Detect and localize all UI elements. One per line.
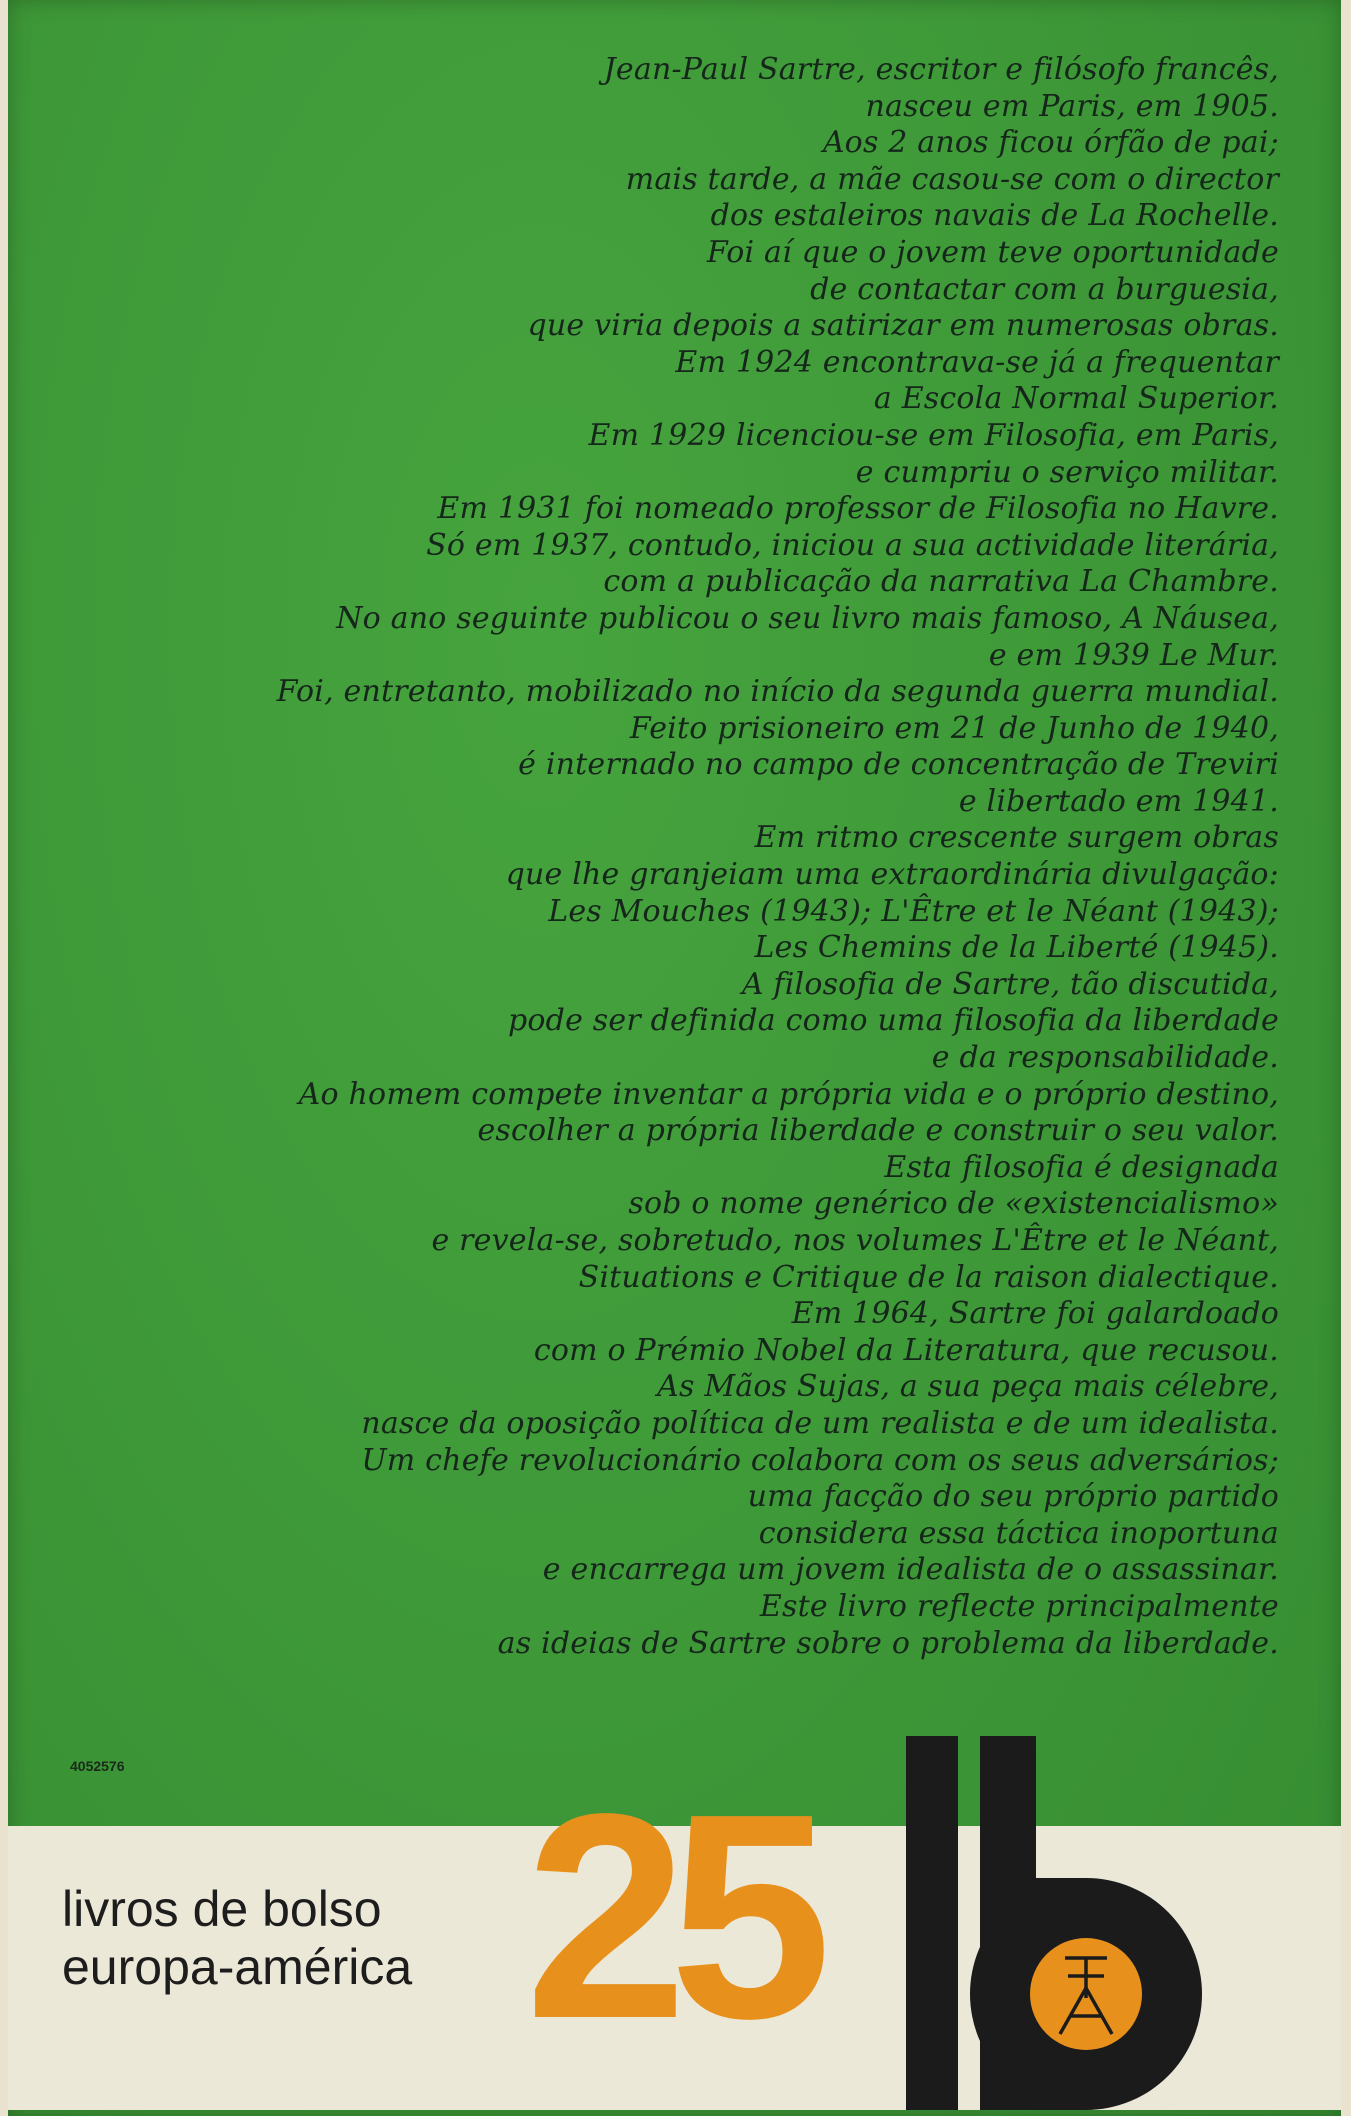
biography-line: e libertado em 1941. xyxy=(958,783,1279,819)
biography-line: e revela-se, sobretudo, nos volumes L'Être et le Néant, xyxy=(431,1223,1279,1258)
biography-line: Em 1929 licenciou-se em Filosofia, em Paris, xyxy=(588,417,1279,453)
biography-line: as ideias de Sartre sobre o problema da liberdade. xyxy=(497,1625,1279,1661)
biography-line: Em 1931 foi nomeado professor de Filosofia no Havre. xyxy=(437,491,1279,527)
biography-line: Situations e Critique de la raison dialectique. xyxy=(578,1259,1279,1295)
biography-line: e em 1939 Le Mur. xyxy=(988,637,1279,673)
biography-line: de contactar com a burguesia, xyxy=(810,271,1279,307)
publisher-name-line-1: livros de bolso xyxy=(62,1881,382,1937)
biography-line: nasce da oposição política de um realista e de um idealista. xyxy=(361,1405,1279,1441)
biography-line: escolher a própria liberdade e construir o seu valor. xyxy=(477,1113,1279,1149)
biography-line: Só em 1937, contudo, iniciou a sua actividade literária, xyxy=(426,527,1279,563)
biography-line: As Mãos Sujas, a sua peça mais célebre, xyxy=(657,1369,1279,1405)
biography-line: que lhe granjeiam uma extraordinária divulgação: xyxy=(505,857,1279,893)
biography-line: é internado no campo de concentração de Treviri xyxy=(518,747,1279,783)
biography-line: Em ritmo crescente surgem obras xyxy=(754,820,1279,856)
biography-line: Um chefe revolucionário colabora com os seus adversários; xyxy=(361,1442,1279,1478)
biography-line: Feito prisioneiro em 21 de Junho de 1940, xyxy=(629,710,1279,746)
biography-line: pode ser definida como uma filosofia da liberdade xyxy=(508,1003,1279,1039)
biography-line: Em 1924 encontrava-se já a frequentar xyxy=(675,344,1279,380)
biography-line: Jean-Paul Sartre, escritor e filósofo francês, xyxy=(603,52,1279,87)
biography-line: Este livro reflecte principalmente xyxy=(759,1588,1279,1624)
biography-line: A filosofia de Sartre, tão discutida, xyxy=(741,966,1279,1002)
biography-line: Aos 2 anos ficou órfão de pai; xyxy=(822,125,1279,161)
biography-line: mais tarde, a mãe casou-se com o director xyxy=(625,161,1279,197)
biography-line: Foi aí que o jovem teve oportunidade xyxy=(706,234,1279,270)
biography-line: considera essa táctica inoportuna xyxy=(758,1515,1279,1551)
biography-line: com a publicação da narrativa La Chambre. xyxy=(603,564,1279,600)
biography-line: Les Chemins de la Liberté (1945). xyxy=(754,930,1279,966)
publisher-name-line-2: europa-américa xyxy=(62,1939,413,1995)
biography-line: dos estaleiros navais de La Rochelle. xyxy=(710,198,1279,234)
author-biography-text xyxy=(99,52,1279,1662)
biography-line: Esta filosofia é designada xyxy=(884,1149,1279,1185)
biography-line: No ano seguinte publicou o seu livro mais famoso, A Náusea, xyxy=(336,600,1279,636)
biography-line: e da responsabilidade. xyxy=(931,1040,1279,1076)
biography-line: Ao homem compete inventar a própria vida e o próprio destino, xyxy=(298,1076,1279,1112)
series-number: 25 xyxy=(525,1753,814,2079)
publisher-name xyxy=(62,1880,412,1996)
biography-line: nasceu em Paris, em 1905. xyxy=(865,88,1279,124)
biography-line: com o Prémio Nobel da Literatura, que recusou. xyxy=(533,1332,1279,1368)
biography-line: sob o nome genérico de «existencialismo» xyxy=(628,1186,1279,1222)
biography-line: que viria depois a satirizar em numerosas obras. xyxy=(527,308,1279,344)
biography-line: a Escola Normal Superior. xyxy=(873,381,1279,417)
biography-line: Foi, entretanto, mobilizado no início da segunda guerra mundial. xyxy=(276,674,1279,710)
catalog-number: 4052576 xyxy=(70,1758,125,1774)
biography-line: Em 1964, Sartre foi galardoado xyxy=(791,1296,1279,1332)
biography-line: e cumpriu o serviço militar. xyxy=(855,454,1279,490)
logo-letter-l xyxy=(906,1736,958,2110)
biography-line: e encarrega um jovem idealista de o assassinar. xyxy=(542,1552,1279,1588)
lb-logo xyxy=(900,1736,1240,2116)
biography-line: uma facção do seu próprio partido xyxy=(747,1479,1279,1515)
biography-line: Les Mouches (1943); L'Être et le Néant (1943); xyxy=(548,893,1279,929)
